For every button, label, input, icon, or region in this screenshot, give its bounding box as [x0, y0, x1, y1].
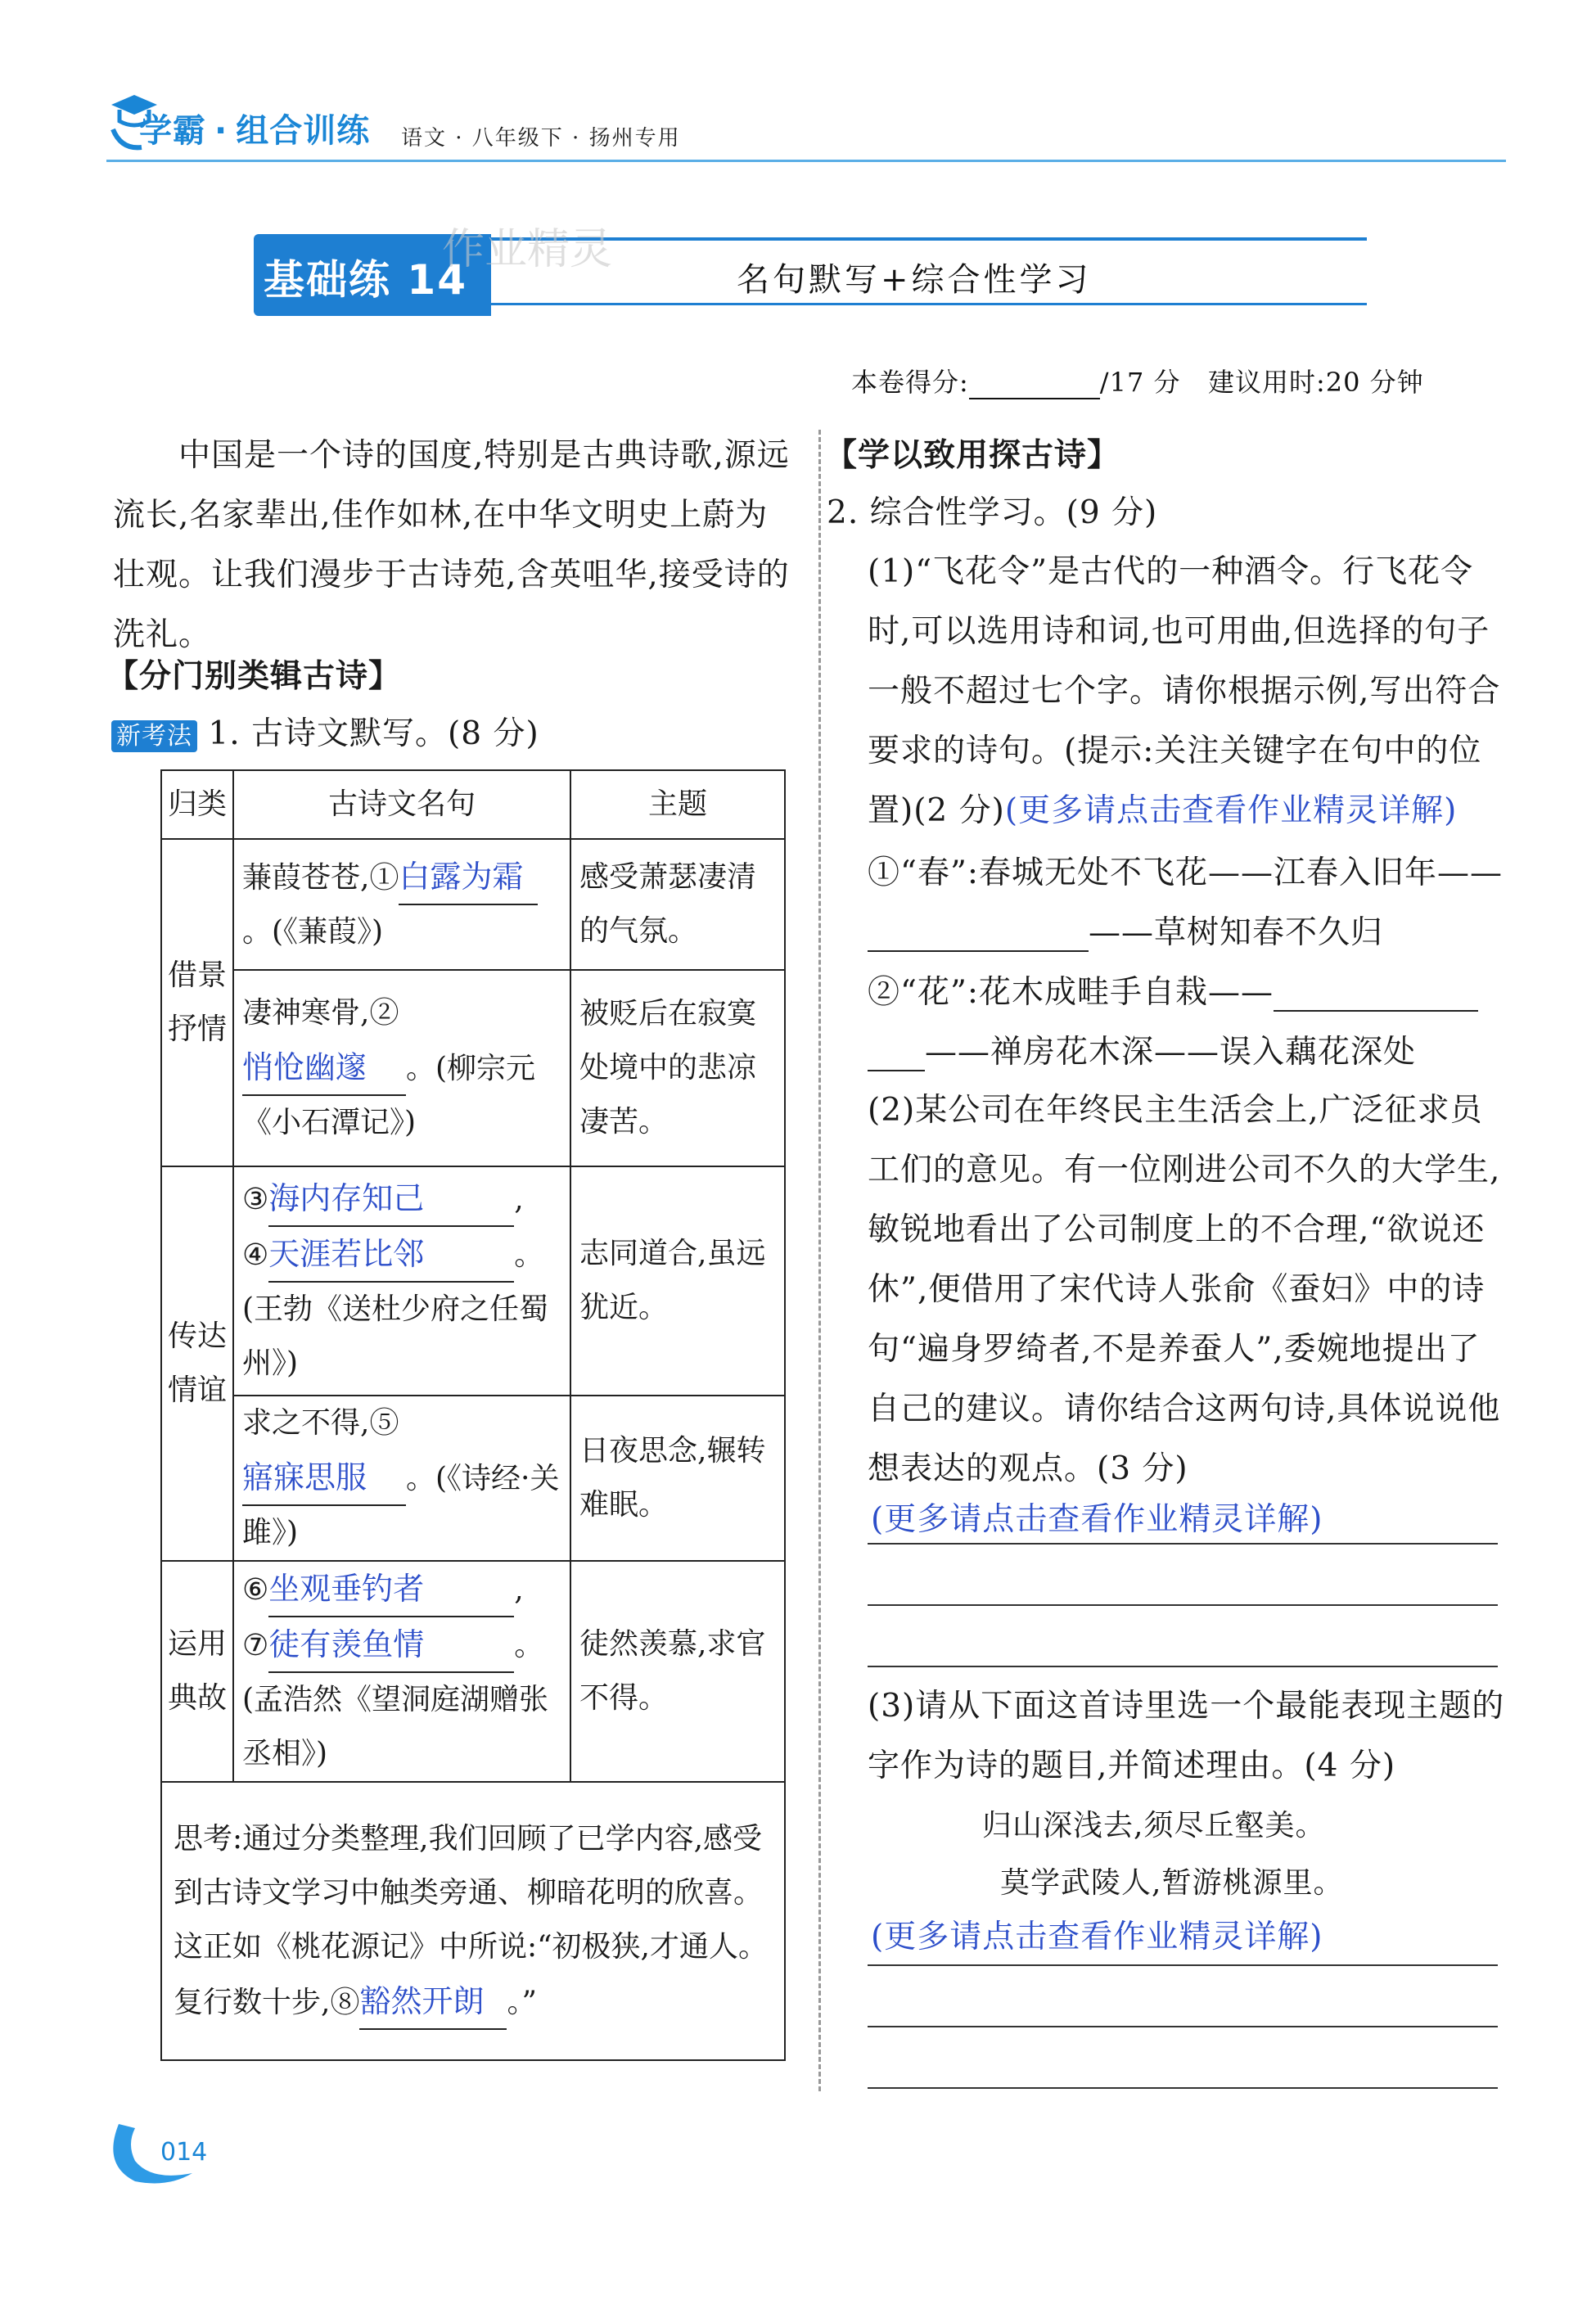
theme-cell: 徒然羡慕,求官不得。 — [570, 1561, 785, 1782]
more-details-link[interactable]: (更多请点击查看作业精灵详解) — [871, 1501, 1323, 1538]
brand-title: 学霸 · 组合训练 — [139, 112, 371, 150]
answer-line[interactable] — [868, 2087, 1498, 2089]
thinking-cell: 思考:通过分类整理,我们回顾了已学内容,感受到古诗文学习中触类旁通、柳暗花明的欣喜。这正如《桃花源记》中所说:“初极狭,才通人。复行数十步,⑧豁然开朗 。” — [161, 1782, 785, 2060]
answer-blank[interactable] — [1274, 977, 1478, 1012]
question-2-2: (2)某公司在年终民主生活会上,广泛征求员工们的意见。有一位刚进公司不久的大学生,敏锐地看出了公司制度上的不合理,“欲说还休”,便借用了宋代诗人张俞《蚕妇》中的诗句“遍身罗绮者,不是养蚕人”,委婉地提出了自己的建议。请你结合这两句诗,具体说说他想表达的观点。(3 分) — [868, 1092, 1501, 1487]
section-title: 基础练 14 — [264, 256, 467, 304]
feihualing-item-1: ①“春”:春城无处不飞花——江春入旧年————草树知春不久归 — [868, 855, 1504, 951]
page-number: 014 — [160, 2138, 208, 2167]
answer-4[interactable]: 天涯若比邻 — [268, 1227, 514, 1283]
answer-line[interactable] — [868, 2026, 1498, 2027]
table-row — [161, 839, 785, 970]
score-blank[interactable] — [969, 373, 1100, 399]
watermark: 作业精灵 — [442, 225, 613, 274]
more-details-link[interactable]: (更多请点击查看作业精灵详解) — [871, 1919, 1323, 1955]
answer-2[interactable]: 悄怆幽邃 — [242, 1040, 406, 1096]
answer-blank[interactable] — [868, 1037, 925, 1071]
theme-cell: 被贬后在寂寞处境中的悲凉凄苦。 — [570, 970, 785, 1166]
verse-cell: 蒹葭苍苍,①白露为霜。(《蒹葭》) — [233, 839, 570, 970]
table-row — [161, 970, 785, 1166]
verse-cell: 求之不得,⑤寤寐思服 。(《诗经·关雎》) — [233, 1396, 570, 1561]
table-row — [161, 1782, 785, 2060]
theme-cell: 感受萧瑟凄清的气氛。 — [570, 839, 785, 970]
question-2-3: (3)请从下面这首诗里选一个最能表现主题的字作为诗的题目,并简述理由。(4 分) — [868, 1688, 1505, 1784]
section-heading-apply: 【学以致用探古诗】 — [825, 437, 1120, 474]
score-line: 本卷得分: /17 分 建议用时:20 分钟 — [851, 367, 1424, 398]
answer-1[interactable]: 白露为霜 — [399, 850, 538, 905]
intro-paragraph: 中国是一个诗的国度,特别是古典诗歌,源远流长,名家辈出,佳作如林,在中华文明史上蔚为壮观。让我们漫步于古诗苑,含英咀华,接受诗的洗礼。 — [113, 437, 790, 653]
section-heading-classify: 【分门别类辑古诗】 — [106, 658, 402, 695]
answer-7[interactable]: 徒有羡鱼情 — [268, 1617, 514, 1673]
title-rule-bottom — [491, 303, 1367, 305]
theme-cell: 日夜思念,辗转难眠。 — [570, 1396, 785, 1561]
table-header: 归类 — [161, 770, 233, 839]
category-cell: 借景抒情 — [161, 839, 233, 1166]
verse-cell: ⑥坐观垂钓者 , ⑦徒有羡鱼情 。 (孟浩然《望洞庭湖赠张丞相》) — [233, 1561, 570, 1782]
feihualing-item-2: ②“花”:花木成畦手自栽—— ——禅房花木深——误入藕花深处 — [868, 963, 1506, 1082]
table-row — [161, 1396, 785, 1561]
answer-blank[interactable] — [868, 918, 1089, 952]
question-2: 2. 综合性学习。(9 分) — [827, 494, 1158, 531]
verse-cell: ③海内存知己 , ④天涯若比邻 。 (王勃《送杜少府之任蜀州》) — [233, 1166, 570, 1396]
poem-table — [160, 769, 786, 2061]
category-cell: 传达情谊 — [161, 1166, 233, 1561]
answer-5[interactable]: 寤寐思服 — [242, 1450, 406, 1506]
answer-line[interactable] — [868, 1543, 1498, 1545]
poem-line: 莫学武陵人,暂游桃源里。 — [1000, 1866, 1344, 1900]
question-2-1: (1)“飞花令”是古代的一种酒令。行飞花令时,可以选用诗和词,也可用曲,但选择的句子一般不超过七个字。请你根据示例,写出符合要求的诗句。(提示:关注关键字在句中的位置)(2 分)(更多请点击查看作业精灵详解) — [868, 553, 1501, 829]
poem-line: 归山深浅去,须尽丘壑美。 — [982, 1809, 1326, 1842]
table-header: 古诗文名句 — [233, 770, 570, 839]
category-cell: 运用典故 — [161, 1561, 233, 1782]
answer-6[interactable]: 坐观垂钓者 — [268, 1562, 514, 1617]
table-row — [161, 1561, 785, 1782]
answer-3[interactable]: 海内存知己 — [268, 1171, 514, 1227]
column-divider — [818, 430, 821, 2091]
table-header: 主题 — [570, 770, 785, 839]
new-method-tag: 新考法 — [111, 720, 197, 752]
question-1: 新考法 1. 古诗文默写。(8 分) — [111, 704, 539, 766]
subject-label: 语文 · 八年级下 · 扬州专用 — [401, 126, 681, 151]
section-subtitle: 名句默写+综合性学习 — [737, 261, 1092, 299]
more-details-link[interactable]: (更多请点击查看作业精灵详解) — [1004, 792, 1458, 829]
table-row — [161, 1166, 785, 1396]
answer-8[interactable]: 豁然开朗 — [359, 1974, 507, 2030]
theme-cell: 志同道合,虽远犹近。 — [570, 1166, 785, 1396]
answer-line[interactable] — [868, 1666, 1498, 1667]
title-rule-top — [491, 237, 1367, 241]
answer-line[interactable] — [868, 1604, 1498, 1606]
verse-cell: 凄神寒骨,②悄怆幽邃 。(柳宗元《小石潭记》) — [233, 970, 570, 1166]
header-divider — [106, 160, 1506, 162]
answer-line[interactable] — [868, 1964, 1498, 1966]
